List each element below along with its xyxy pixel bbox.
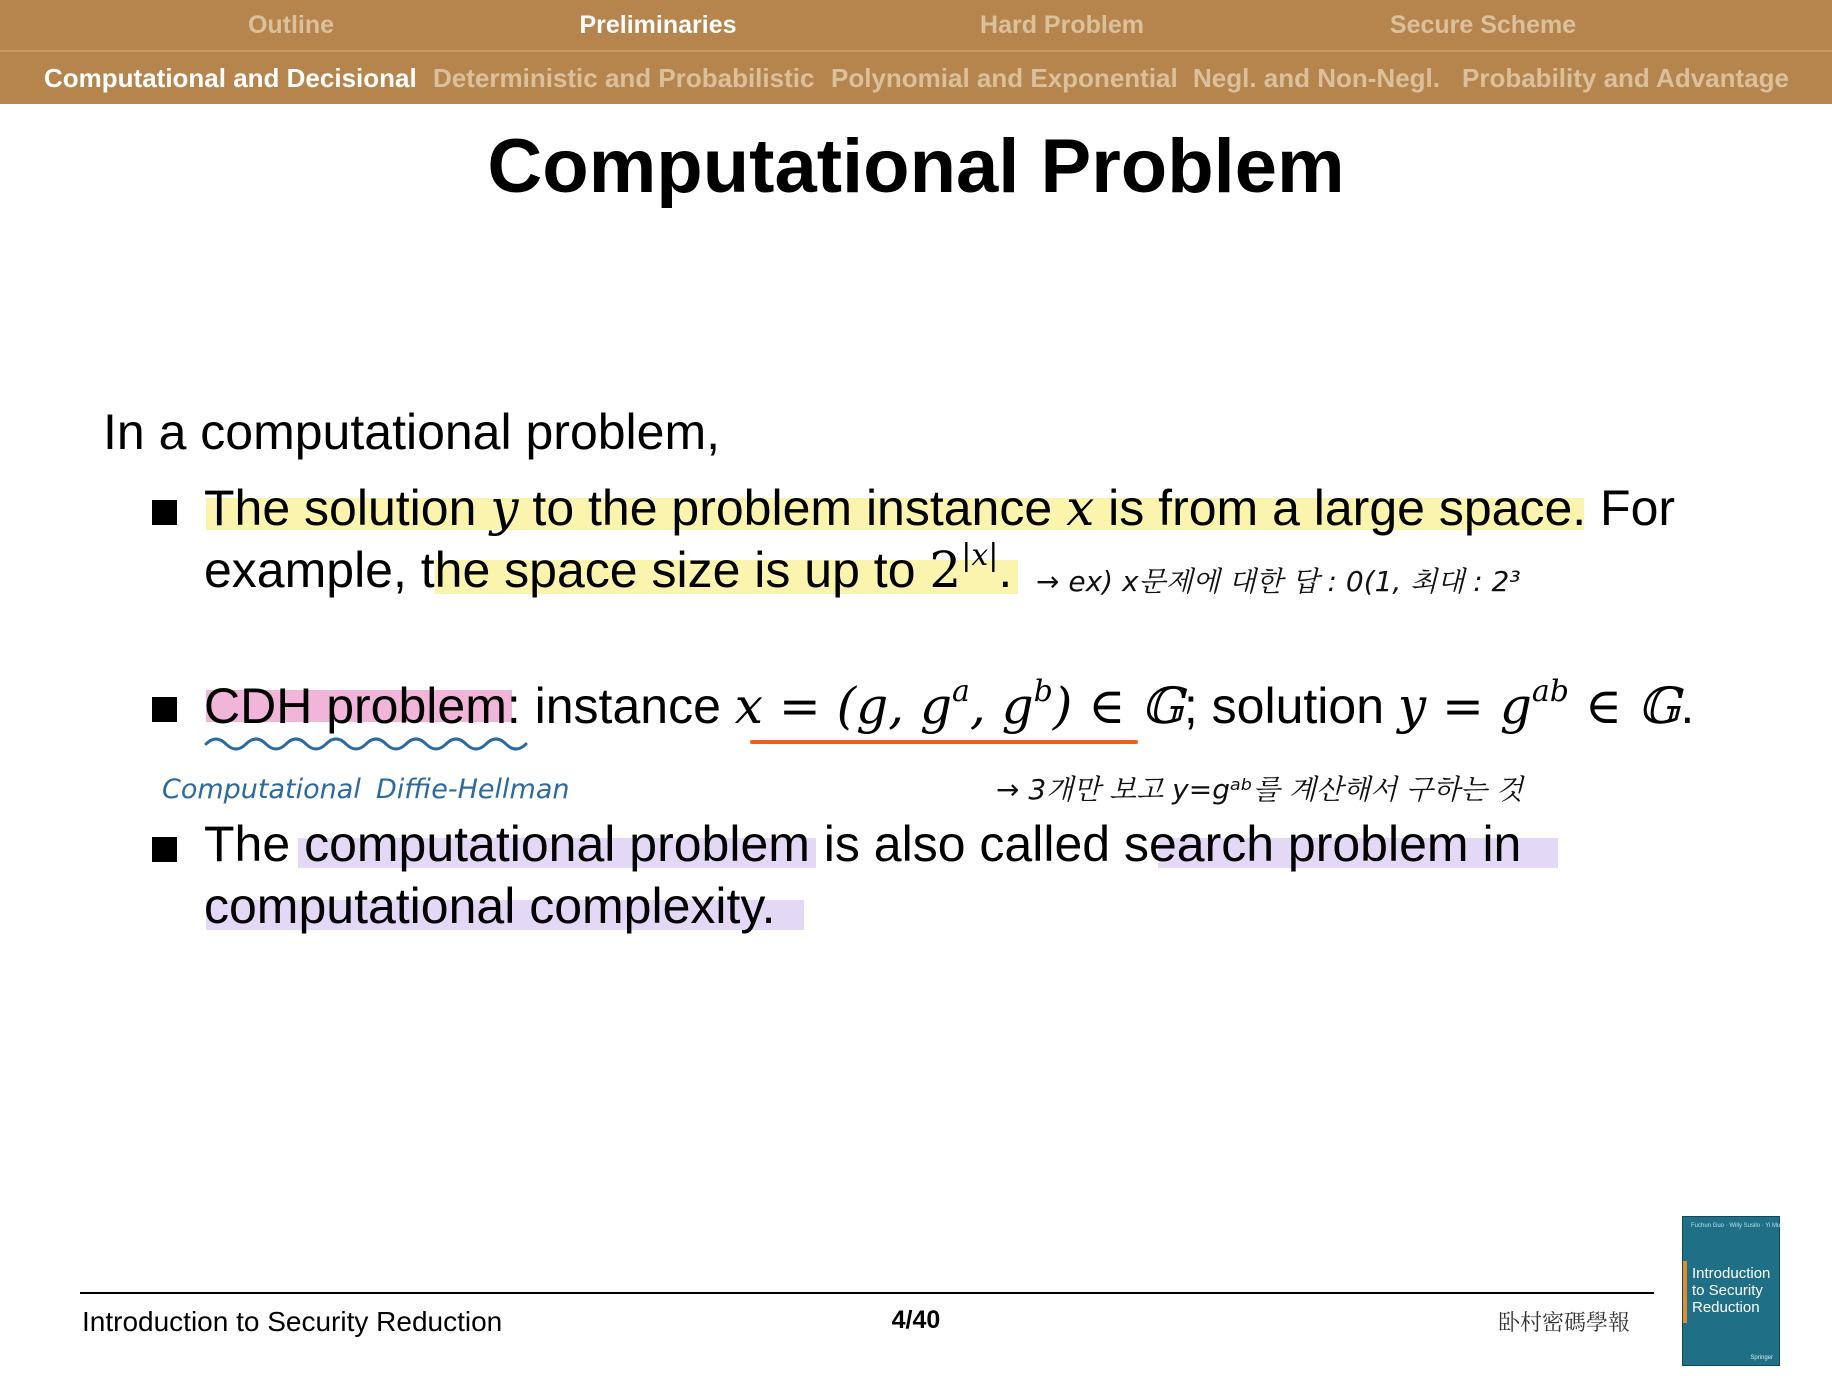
nav-section-outline[interactable]: Outline <box>247 10 335 39</box>
nav-subsection-probability-advantage[interactable]: Probability and Advantage <box>1462 62 1789 93</box>
math: , g <box>969 677 1034 735</box>
math-instance <box>734 674 1184 735</box>
intro-text: In a computational problem, <box>103 404 721 460</box>
text: . <box>998 542 1013 598</box>
sup: ab <box>1531 674 1569 710</box>
sup: b <box>1033 674 1053 710</box>
slide-title: Computational Problem <box>487 124 1345 209</box>
nav-subsection-deterministic-probabilistic[interactable]: Deterministic and Probabilistic <box>433 62 815 93</box>
bullet3-line1 <box>204 814 1521 874</box>
footer-course-title: Introduction to Security Reduction <box>82 1306 503 1337</box>
math-exponent: |x| <box>961 538 999 574</box>
book-accent-stripe <box>1683 1261 1687 1323</box>
book-title-line: Introduction <box>1692 1265 1771 1282</box>
book-title <box>1692 1265 1770 1316</box>
text: computational problem <box>304 816 810 872</box>
text: The solution <box>204 480 491 536</box>
book-authors: Fuchun Guo · Willy Susilo · Yi Mu <box>1691 1223 1781 1229</box>
handwritten-note-compute: → 3개만 보고 y=gᵃᵇ를 계산해서 구하는 것 <box>996 773 1524 806</box>
variable-x: x <box>1066 479 1095 537</box>
nav-subsection-polynomial-exponential[interactable]: Polynomial and Exponential <box>831 62 1178 93</box>
variable-y: y <box>490 479 519 537</box>
bullet1-line2 <box>204 540 1012 600</box>
footer-calligraphy: 卧村密碼學報 <box>1498 1311 1631 1336</box>
page-number: 4/40 <box>891 1306 941 1334</box>
section-nav <box>0 0 1832 50</box>
bullet-marker-2 <box>152 697 177 722</box>
nav-subsection-computational-decisional[interactable]: Computational and Decisional <box>44 62 417 93</box>
nav-section-preliminaries[interactable]: Preliminaries <box>579 10 737 39</box>
handwritten-note-example: → ex) x문제에 대한 답 : 0(1, 최대 : 2³ <box>1036 565 1521 598</box>
bullet1-line1 <box>204 478 1675 538</box>
text: is also called s <box>809 816 1149 872</box>
sup: a <box>951 674 970 710</box>
nav-section-hard-problem[interactable]: Hard Problem <box>980 10 1144 39</box>
bullet3-line2 <box>204 876 776 936</box>
text: . <box>1680 678 1695 734</box>
subsection-nav <box>0 52 1832 104</box>
book-publisher: Springer <box>1750 1355 1773 1361</box>
math: ∈ 𝔾 <box>1568 677 1681 735</box>
text: computational complexity. <box>204 878 776 934</box>
nav-section-secure-scheme[interactable]: Secure Scheme <box>1389 10 1577 39</box>
text: earch problem in <box>1148 816 1522 872</box>
text: he space size is up to <box>434 542 930 598</box>
handwritten-note-computational: Computational <box>162 774 361 805</box>
text: ; solution <box>1183 678 1398 734</box>
orange-underline-instance <box>748 734 1140 748</box>
handwritten-note-diffie-hellman: Diffie-Hellman <box>376 774 570 805</box>
bullet-marker-1 <box>152 500 177 525</box>
math-base: 2 <box>929 541 962 599</box>
text: example, t <box>204 542 435 598</box>
bullet2-line1 <box>204 676 1694 736</box>
bullet-marker-3 <box>152 837 177 862</box>
text: to the problem instance <box>518 480 1067 536</box>
navigation-bar <box>0 0 1832 104</box>
squiggle-underline-cdh <box>200 730 530 760</box>
text: CDH problem <box>204 678 507 734</box>
text: The <box>204 816 305 872</box>
text: : instance <box>506 678 735 734</box>
book-title-line: to Security <box>1692 1282 1763 1299</box>
math-solution <box>1397 674 1681 735</box>
book-cover-image <box>1682 1216 1780 1366</box>
math: ) ∈ 𝔾 <box>1052 677 1184 735</box>
math: x = (g, g <box>734 677 952 735</box>
text: is from a large space <box>1094 480 1573 536</box>
math: y = g <box>1397 677 1532 735</box>
footer-rule <box>80 1292 1654 1294</box>
text: . For <box>1572 480 1676 536</box>
book-title-line: Reduction <box>1692 1299 1760 1316</box>
nav-subsection-negl-non-negl[interactable]: Negl. and Non-Negl. <box>1193 62 1440 93</box>
